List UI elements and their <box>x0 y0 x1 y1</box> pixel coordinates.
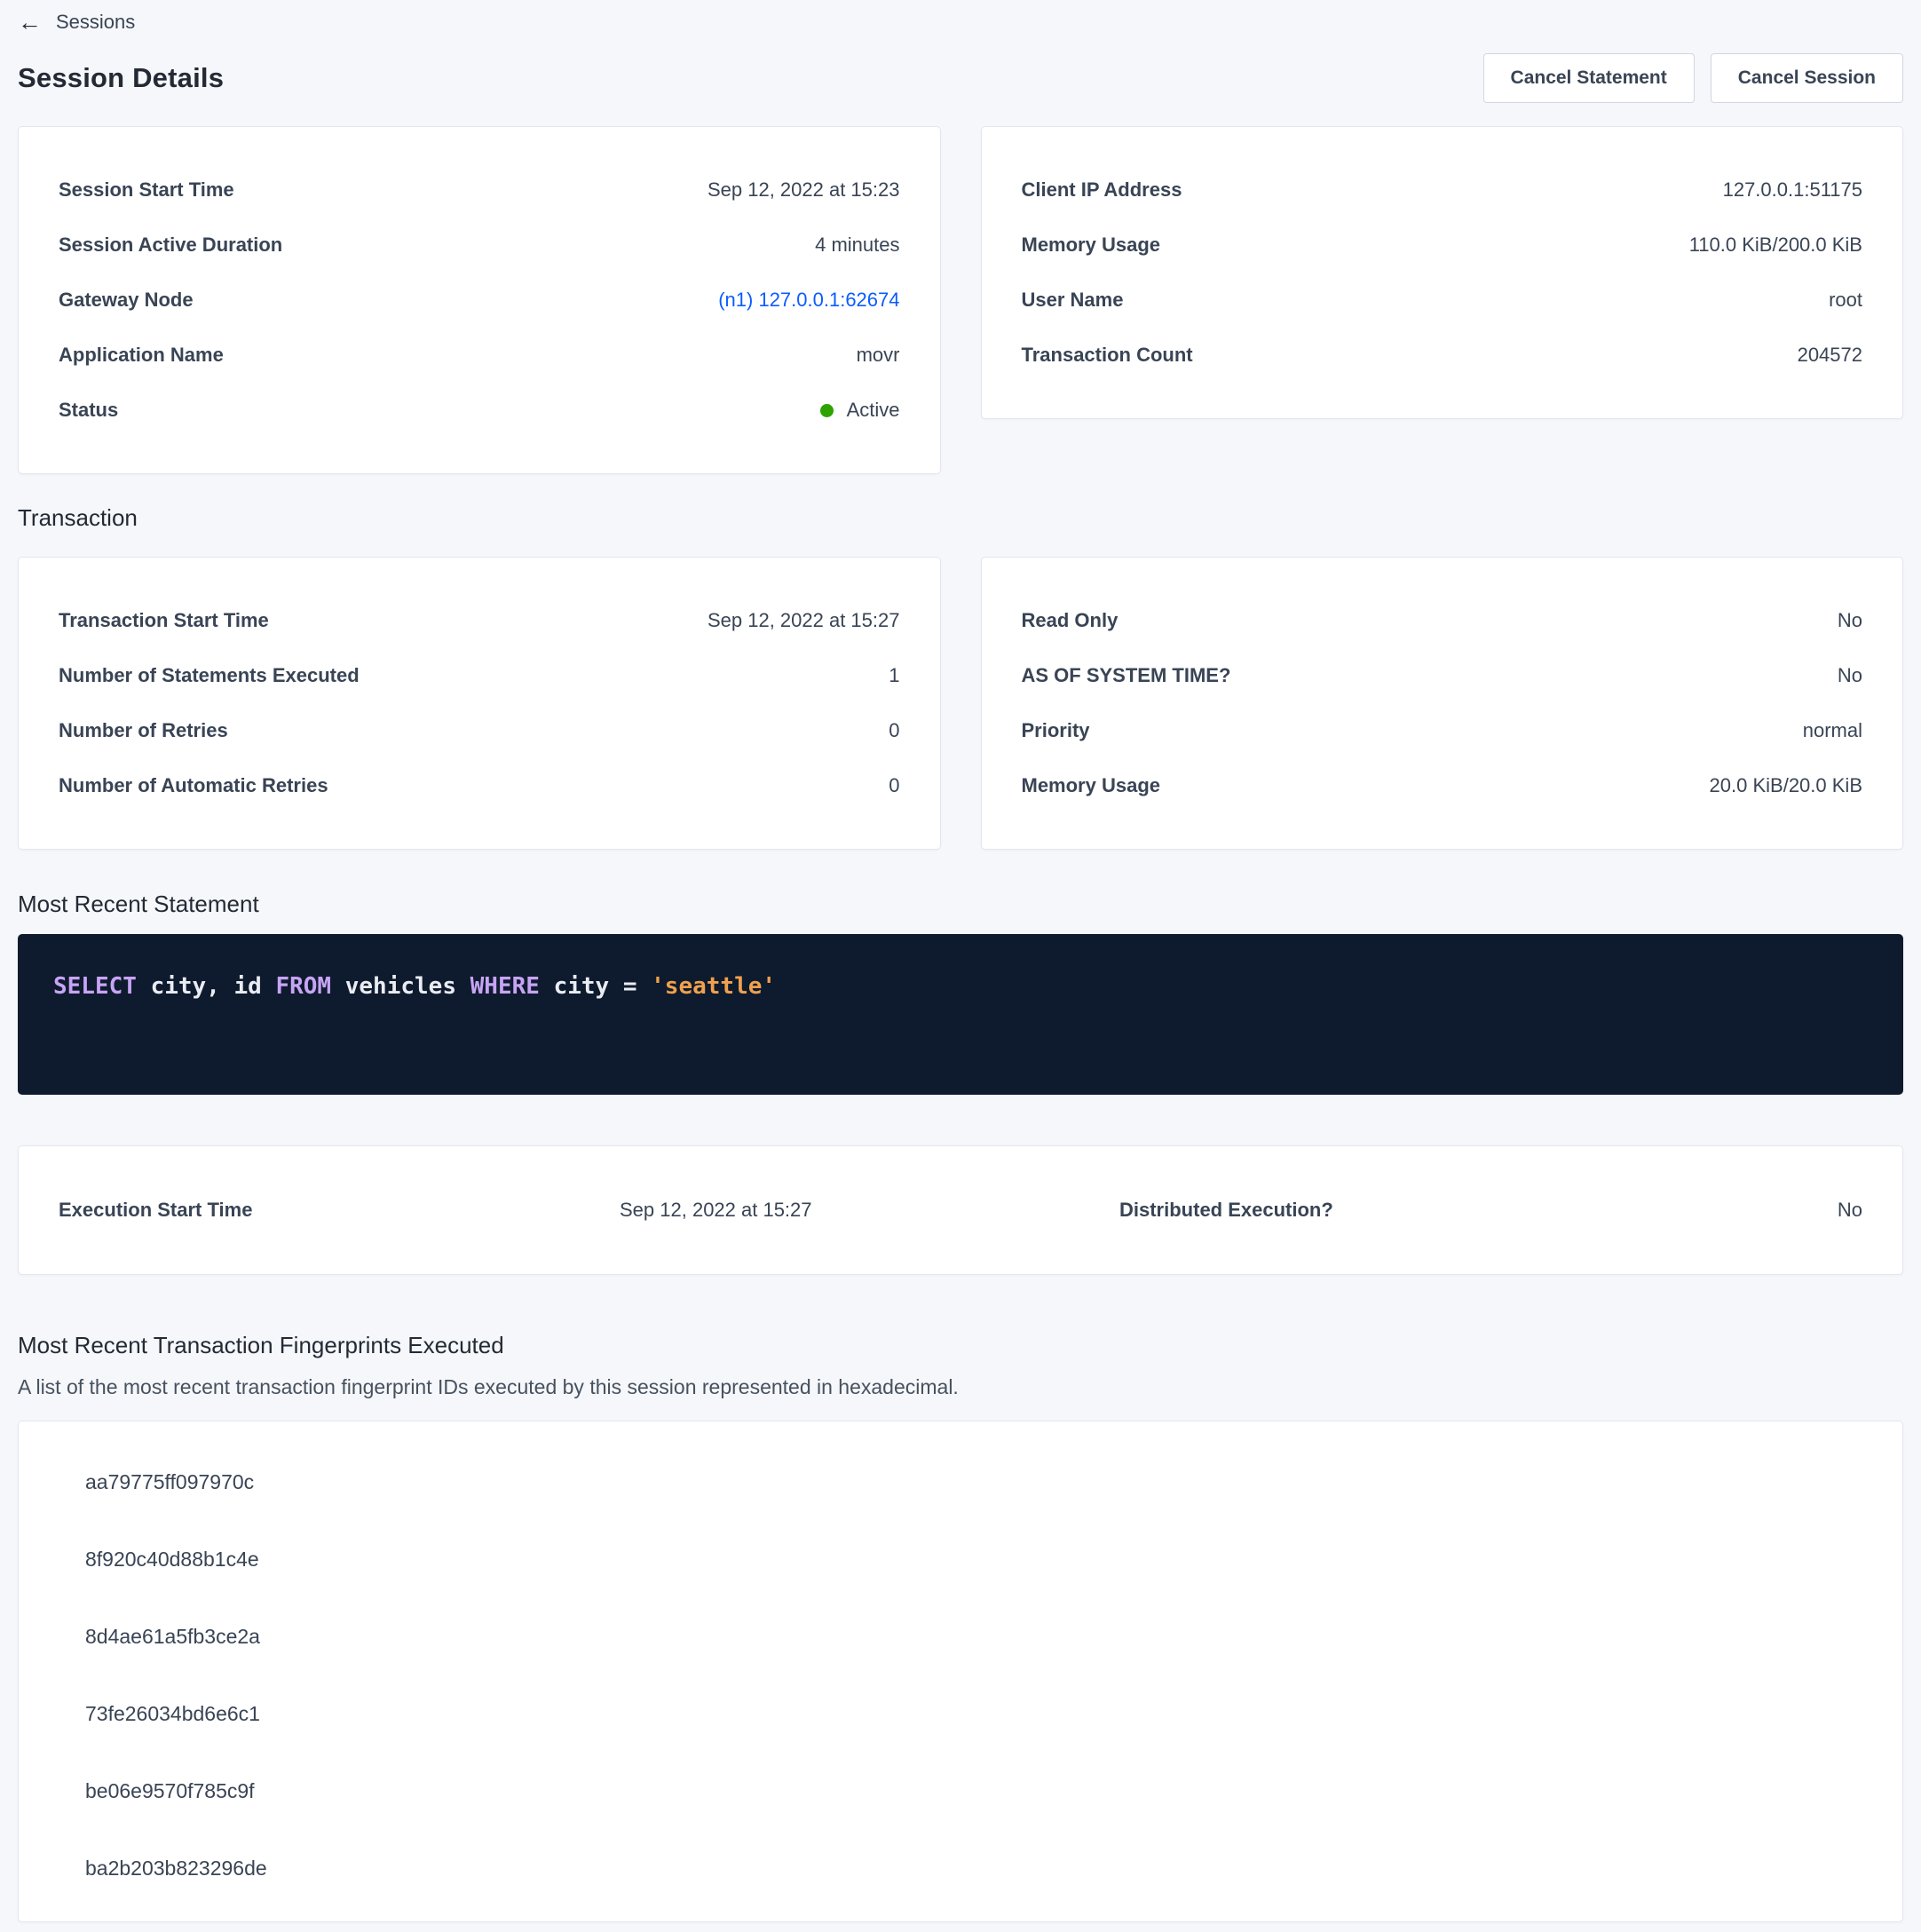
sql-keyword: SELECT <box>53 973 137 1000</box>
sql-text: city, id <box>136 973 276 1000</box>
info-row-memory-usage <box>1022 218 1863 273</box>
info-row-read-only <box>1022 593 1863 648</box>
info-label: Client IP Address <box>1021 178 1182 201</box>
info-value: 204572 <box>1797 344 1862 366</box>
fingerprint-row: 8d4ae61a5fb3ce2a <box>85 1625 260 1648</box>
info-label: Transaction Count <box>1021 344 1193 366</box>
info-label: Number of Automatic Retries <box>59 774 328 796</box>
fingerprints-card <box>18 1421 1903 1922</box>
transaction-section <box>18 557 1903 850</box>
info-value: 1 <box>889 664 900 686</box>
info-value: Sep 12, 2022 at 15:27 <box>707 609 900 631</box>
info-value: 110.0 KiB/200.0 KiB <box>1688 234 1862 256</box>
header-actions <box>1483 53 1903 103</box>
arrow-left-icon: ← <box>18 9 42 36</box>
info-value: 4 minutes <box>815 234 900 256</box>
sql-statement-box <box>18 934 1903 1095</box>
info-row-transaction-start-time <box>59 593 900 648</box>
status-badge <box>820 399 900 422</box>
info-label: Status <box>59 399 119 421</box>
info-row-gateway-node <box>59 273 900 328</box>
status-text: Active <box>846 399 900 421</box>
sql-keyword: WHERE <box>470 973 540 1000</box>
session-info-card <box>18 126 941 474</box>
info-value: movr <box>856 344 900 366</box>
transaction-section-heading: Transaction <box>18 504 138 531</box>
page-title: Session Details <box>18 62 225 93</box>
sql-keyword: FROM <box>275 973 332 1000</box>
info-label: Session Start Time <box>59 178 234 201</box>
info-label: Execution Start Time <box>59 1199 253 1221</box>
info-value: 127.0.0.1:51175 <box>1722 178 1862 201</box>
cancel-session-button[interactable]: Cancel Session <box>1711 53 1903 103</box>
sql-text: vehicles <box>331 973 470 1000</box>
info-label: Memory Usage <box>1021 234 1161 256</box>
info-row-session-start-time <box>59 162 900 218</box>
info-row-automatic-retries <box>59 758 900 813</box>
status-active-dot-icon <box>820 404 834 417</box>
info-row-transaction-count <box>1022 328 1863 383</box>
transaction-props-card <box>981 557 1904 850</box>
info-value: Sep 12, 2022 at 15:23 <box>707 178 900 201</box>
info-value: No <box>1837 609 1862 631</box>
info-row-as-of-system-time <box>1022 648 1863 703</box>
info-label: Application Name <box>59 344 224 366</box>
info-row-retries <box>59 703 900 758</box>
info-value: root <box>1829 289 1862 311</box>
gateway-node-link[interactable]: (n1) 127.0.0.1:62674 <box>718 289 900 311</box>
sql-string-literal: 'seattle' <box>651 973 777 1000</box>
fingerprint-row: 73fe26034bd6e6c1 <box>85 1702 260 1725</box>
info-label: Gateway Node <box>59 289 194 311</box>
fingerprints-description: A list of the most recent transaction fingerprint IDs executed by this session represented in hexadecimal. <box>18 1375 959 1398</box>
info-row-txn-memory-usage <box>1022 758 1863 813</box>
info-row-priority <box>1022 703 1863 758</box>
info-row-status <box>59 383 900 438</box>
fingerprint-row: ba2b203b823296de <box>85 1857 267 1880</box>
fingerprint-row: 8f920c40d88b1c4e <box>85 1548 259 1571</box>
info-label: Read Only <box>1021 609 1119 631</box>
info-value: 0 <box>889 719 900 741</box>
transaction-info-card <box>18 557 941 850</box>
info-row-statements-executed <box>59 648 900 703</box>
cancel-statement-button[interactable]: Cancel Statement <box>1483 53 1695 103</box>
info-value: normal <box>1802 719 1862 741</box>
info-label: Number of Retries <box>59 719 228 741</box>
info-row-session-active-duration <box>59 218 900 273</box>
statement-section-heading: Most Recent Statement <box>18 891 259 917</box>
info-label: Session Active Duration <box>59 234 283 256</box>
fingerprints-section-heading: Most Recent Transaction Fingerprints Executed <box>18 1332 504 1358</box>
info-label: Memory Usage <box>1021 774 1161 796</box>
info-row-application-name <box>59 328 900 383</box>
info-value: 0 <box>889 774 900 796</box>
sql-statement-text <box>53 973 776 1000</box>
execution-info-card <box>18 1145 1903 1275</box>
page-header <box>18 53 1903 103</box>
info-label: AS OF SYSTEM TIME? <box>1021 664 1231 686</box>
info-label: Distributed Execution? <box>1119 1199 1333 1221</box>
sql-text: city = <box>539 973 652 1000</box>
fingerprint-row: be06e9570f785c9f <box>85 1779 255 1802</box>
info-value: No <box>1837 664 1862 686</box>
fingerprint-row: aa79775ff097970c <box>85 1470 255 1493</box>
breadcrumb-label: Sessions <box>56 11 136 33</box>
info-value: 20.0 KiB/20.0 KiB <box>1709 774 1862 796</box>
session-overview-section <box>18 126 1903 474</box>
client-info-card <box>981 126 1904 419</box>
info-label: Transaction Start Time <box>59 609 269 631</box>
info-row-client-ip <box>1022 162 1863 218</box>
info-row-user-name <box>1022 273 1863 328</box>
back-to-sessions-button[interactable] <box>18 0 135 34</box>
info-value: No <box>1837 1199 1862 1221</box>
info-label: Number of Statements Executed <box>59 664 360 686</box>
info-label: User Name <box>1021 289 1124 311</box>
info-value: Sep 12, 2022 at 15:27 <box>620 1199 812 1221</box>
info-label: Priority <box>1021 719 1090 741</box>
